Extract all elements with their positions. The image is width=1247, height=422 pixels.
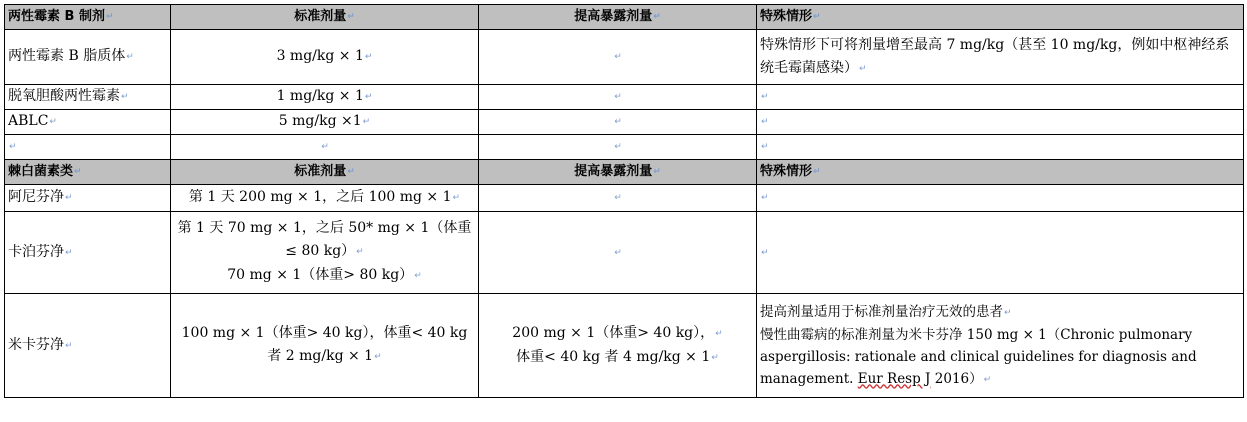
- raised-dose-cell: [479, 30, 757, 85]
- paragraph-mark-icon: ↵: [65, 247, 73, 258]
- antifungal-dosing-table: [4, 4, 1244, 398]
- paragraph-mark-icon: ↵: [321, 142, 329, 152]
- header-cell-standard-dose: 标准剂量↵: [171, 5, 479, 30]
- raised-dose-cell: [479, 85, 757, 110]
- special-cell: [757, 85, 1244, 110]
- paragraph-mark-icon: ↵: [9, 142, 17, 152]
- paragraph-mark-icon: ↵: [761, 193, 769, 203]
- table-row: [5, 30, 1244, 85]
- special-cell: 特殊情形下可将剂量增至最高 7 mg/kg（甚至 10 mg/kg，例如中枢神经系统毛霉菌感染）↵: [757, 30, 1244, 85]
- raised-dose-cell: [479, 110, 757, 135]
- paragraph-mark-icon: ↵: [126, 52, 134, 62]
- paragraph-mark-icon: ↵: [414, 271, 422, 281]
- paragraph-mark-icon: ↵: [761, 92, 769, 102]
- drug-name-cell: ABLC↵: [5, 110, 171, 135]
- paragraph-mark-icon: ↵: [614, 52, 622, 62]
- standard-dose-cell: 3 mg/kg × 1↵: [171, 30, 479, 85]
- table-row: [5, 294, 1244, 398]
- paragraph-mark-icon: ↵: [105, 12, 114, 22]
- raised-dose-cell: [479, 135, 757, 160]
- table-row: [5, 212, 1244, 294]
- paragraph-mark-icon: ↵: [653, 167, 661, 177]
- paragraph-mark-icon: ↵: [347, 12, 355, 22]
- paragraph-mark-icon: ↵: [983, 374, 992, 385]
- paragraph-mark-icon: ↵: [614, 247, 622, 258]
- paragraph-mark-icon: ↵: [614, 193, 622, 203]
- paragraph-mark-icon: ↵: [356, 247, 364, 257]
- paragraph-mark-icon: ↵: [859, 63, 867, 74]
- header-cell-raised-dose: 提高暴露剂量↵: [479, 160, 757, 185]
- raised-dose-cell: 200 mg × 1（体重> 40 kg），↵ 体重< 40 kg 者 4 mg/kg × 1↵: [479, 294, 757, 398]
- paragraph-mark-icon: ↵: [761, 117, 769, 127]
- paragraph-mark-icon: ↵: [761, 142, 769, 152]
- standard-dose-cell: 第 1 天 200 mg × 1，之后 100 mg × 1↵: [171, 185, 479, 212]
- header-cell-drug-class: 棘白菌素类↵: [5, 160, 171, 185]
- paragraph-mark-icon: ↵: [813, 12, 821, 22]
- paragraph-mark-icon: ↵: [761, 247, 769, 258]
- paragraph-mark-icon: ↵: [74, 167, 82, 177]
- paragraph-mark-icon: ↵: [364, 92, 373, 102]
- paragraph-mark-icon: ↵: [362, 117, 371, 127]
- drug-name-cell: 两性霉素 B 脂质体↵: [5, 30, 171, 85]
- table-row: [5, 135, 1244, 160]
- paragraph-mark-icon: ↵: [49, 117, 57, 127]
- standard-dose-cell: 1 mg/kg × 1↵: [171, 85, 479, 110]
- paragraph-mark-icon: ↵: [813, 167, 821, 177]
- header-row-amphotericin: [5, 5, 1244, 30]
- paragraph-mark-icon: ↵: [364, 52, 373, 62]
- paragraph-mark-icon: ↵: [374, 352, 382, 362]
- drug-name-cell: 卡泊芬净↵: [5, 212, 171, 294]
- special-cell: [757, 212, 1244, 294]
- drug-name-cell: 脱氧胆酸两性霉素↵: [5, 85, 171, 110]
- table-row: [5, 85, 1244, 110]
- paragraph-mark-icon: ↵: [65, 340, 73, 351]
- special-cell: [757, 110, 1244, 135]
- special-cell: 提高剂量适用于标准剂量治疗无效的患者↵ 慢性曲霉病的标准剂量为米卡芬净 150 mg × 1（Chronic pulmonary aspergillosis: rationale and clinical guidelines for diagnosis and management. Eur Resp J 2016）↵: [757, 294, 1244, 398]
- paragraph-mark-icon: ↵: [715, 328, 723, 339]
- paragraph-mark-icon: ↵: [452, 193, 461, 203]
- raised-dose-cell: [479, 212, 757, 294]
- special-cell: [757, 185, 1244, 212]
- header-cell-standard-dose: 标准剂量↵: [171, 160, 479, 185]
- standard-dose-cell: 第 1 天 70 mg × 1，之后 50* mg × 1（体重≤ 80 kg）↵ 70 mg × 1（体重> 80 kg）↵: [171, 212, 479, 294]
- table-row: [5, 185, 1244, 212]
- standard-dose-cell: 5 mg/kg ×1↵: [171, 110, 479, 135]
- header-cell-drug-class: 两性霉素 B 制剂↵: [5, 5, 171, 30]
- header-row-echinocandins: [5, 160, 1244, 185]
- journal-reference: Eur Resp J: [857, 370, 931, 387]
- paragraph-mark-icon: ↵: [1004, 307, 1012, 318]
- paragraph-mark-icon: ↵: [614, 117, 622, 127]
- header-cell-raised-dose: 提高暴露剂量↵: [479, 5, 757, 30]
- standard-dose-cell: 100 mg × 1（体重> 40 kg），体重< 40 kg 者 2 mg/kg × 1↵: [171, 294, 479, 398]
- table-row: [5, 110, 1244, 135]
- paragraph-mark-icon: ↵: [65, 193, 73, 203]
- special-cell: [757, 135, 1244, 160]
- paragraph-mark-icon: ↵: [347, 167, 355, 177]
- paragraph-mark-icon: ↵: [614, 142, 622, 152]
- header-cell-special: 特殊情形↵: [757, 160, 1244, 185]
- drug-name-cell: 米卡芬净↵: [5, 294, 171, 398]
- drug-name-cell: 阿尼芬净↵: [5, 185, 171, 212]
- paragraph-mark-icon: ↵: [653, 12, 661, 22]
- drug-name-cell: [5, 135, 171, 160]
- header-cell-special: 特殊情形↵: [757, 5, 1244, 30]
- raised-dose-cell: [479, 185, 757, 212]
- paragraph-mark-icon: ↵: [711, 352, 719, 363]
- paragraph-mark-icon: ↵: [121, 92, 129, 102]
- standard-dose-cell: [171, 135, 479, 160]
- paragraph-mark-icon: ↵: [614, 92, 622, 102]
